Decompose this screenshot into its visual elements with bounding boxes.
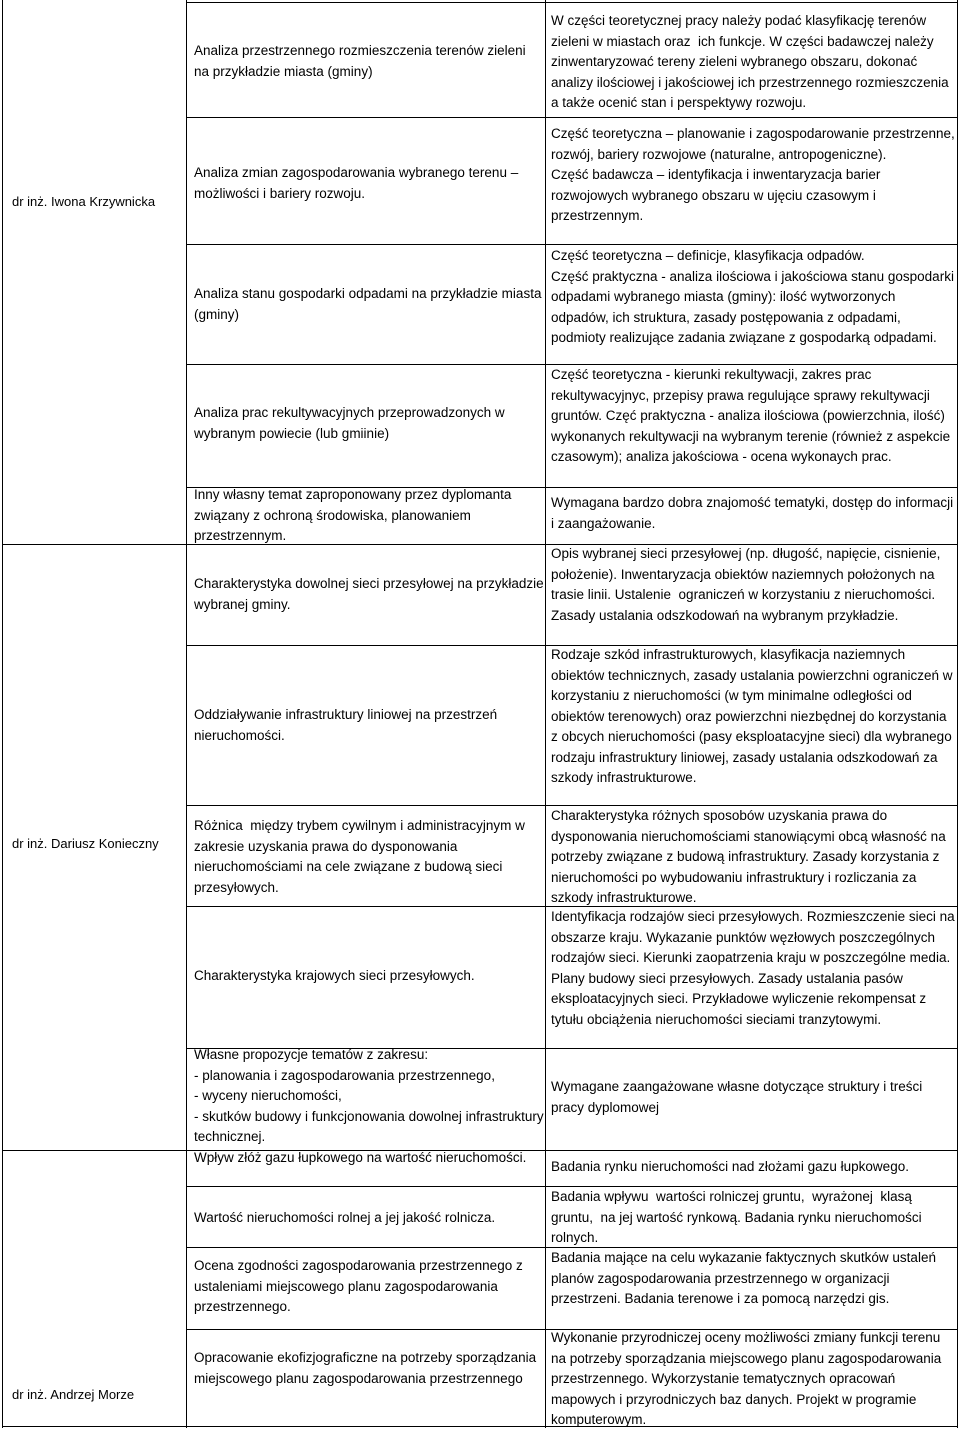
thesis-topic: Opracowanie ekofizjograficzne na potrzeby sporządzania miejscowego planu zagospodarowania przestrzennego [194,1350,540,1386]
supervisor-name: dr inż. Andrzej Morze [12,1387,135,1402]
thesis-description: Badania wpływu wartości rolniczej gruntu, wyrażonej klasą gruntu, na jej wartość rynkową. Badania rynku nieruchomości rolnych. [551,1189,926,1245]
thesis-topic: Analiza stanu gospodarki odpadami na przykładzie miasta (gminy) [194,286,546,322]
thesis-description: Rodzaje szkód infrastrukturowych, klasyfikacja naziemnych obiektów technicznych, zasady ustalania powierzchni ograniczeń w korzystaniu z nieruchomości (w tym minimalne odległości od obiektów terenowych) oraz powierzchni niezbędnej do korzystania z obcych nieruchomości (pasy eksploatacyjne sieci) dla wybranego rodzaju infrastruktury liniowej, zasady ustalania odszkodowań za szkody infrastrukturowe. [551,647,957,785]
thesis-topic: Analiza przestrzennego rozmieszczenia terenów zieleni na przykładzie miasta (gminy) [194,43,530,79]
thesis-topic: Oddziaływanie infrastruktury liniowej na przestrzeń nieruchomości. [194,707,501,743]
thesis-topic: Charakterystyka dowolnej sieci przesyłowej na przykładzie wybranej gminy. [194,576,552,612]
thesis-description: Część teoretyczna – planowanie i zagospodarowanie przestrzenne, rozwój, bariery rozwojowe (naturalne, antropogeniczne). Część badawcza – identyfikacja i inwentaryzacja barier rozwojowych wybranego obszaru w ujęciu czasowym i przestrzennym. [551,126,955,223]
supervisor-name: dr inż. Dariusz Konieczny [12,836,159,851]
thesis-topic: Ocena zgodności zagospodarowania przestrzennego z ustaleniami miejscowego planu zagospodarowania przestrzennego. [194,1258,527,1314]
thesis-description: Wymagana bardzo dobra znajomość tematyki, dostęp do informacji i zaangażowanie. [551,495,957,531]
thesis-topic: Własne propozycje tematów z zakresu: - planowania i zagospodarowania przestrzennego, - wyceny nieruchomości, - skutków budowy i funkcjonowania dowolnej infrastruktury technicznej. [194,1047,544,1144]
thesis-description: Identyfikacja rodzajów sieci przesyłowych. Rozmieszczenie sieci na obszarze kraju. Wykazanie punktów węzłowych poszczególnych rodzajów sieci. Kierunki zaopatrzenia kraju w poszczególne media. Plany budowy sieci przesyłowych. Zasady ustalania pasów eksploatacyjnych sieci. Przykładowe wyliczenie rekompensat z tytułu obciążenia nieruchomości sieciami tranzytowymi. [551,909,959,1027]
thesis-description: Część teoretyczna – definicje, klasyfikacja odpadów. Część praktyczna - analiza ilościowa i jakościowa stanu gospodarki odpadami wybranego miasta (gminy): ilość wytworzonych odpadów, ich struktura, zasady postępowania z odpadami, podmioty realizujące zadania związane z gospodarką odpadami. [551,248,954,345]
thesis-topic: Charakterystyka krajowych sieci przesyłowych. [194,968,475,983]
thesis-topic: Analiza zmian zagospodarowania wybranego terenu – możliwości i bariery rozwoju. [194,165,522,201]
thesis-description: Charakterystyka różnych sposobów uzyskania prawa do dysponowania nieruchomościami stanowiącymi obcą własność na potrzeby związane z budową infrastruktury. Zasady korzystania z nieruchomości po wybudowaniu infrastruktury i rozliczania za szkody infrastrukturowe. [551,808,950,905]
thesis-description: Część teoretyczna - kierunki rekultywacji, zakres prac rekultywacyjnyc, przepisy prawa regulujące sprawy rekultywacji gruntów. Częć praktyczna - analiza ilościowa (powierzchnia, ilość) wykonanych rekultywacji na wybranym terenie (również z aspekcie czasowym); analiza jakościowa - ocena wykonaych prac. [551,367,954,464]
thesis-description: Badania rynku nieruchomości nad złożami gazu łupkowego. [551,1159,909,1174]
thesis-description: W części teoretycznej pracy należy podać klasyfikację terenów zieleni w miastach oraz ich funkcje. W części badawczej należy zinwentaryzować tereny zieleni wybranego obszaru, dokonać analizy ilościowej i jakościowej ich przestrzennego rozmieszczenia a także ocenić stan i perspektywy rozwoju. [551,13,953,110]
thesis-topic: Wpływ złóż gazu łupkowego na wartość nieruchomości. [194,1150,527,1165]
thesis-description: Badania mające na celu wykazanie faktycznych skutków ustaleń planów zagospodarowania przestrzennego w organizacji przestrzeni. Badania terenowe i za pomocą narzędzi gis. [551,1250,940,1306]
thesis-description: Opis wybranej sieci przesyłowej (np. długość, napięcie, cisnienie, położenie). Inwentaryzacja obiektów naziemnych położonych na trasie linii. Ustalenie ograniczeń w korzystaniu z nieruchomości. Zasady ustalania odszkodowań na wybranym przykładzie. [551,546,945,623]
thesis-topic: Inny własny temat zaproponowany przez dyplomanta związany z ochroną środowiska, planowaniem przestrzennym. [194,487,516,543]
thesis-topic: Wartość nieruchomości rolnej a jej jakość rolnicza. [194,1210,496,1225]
thesis-topic: Różnica między trybem cywilnym i administracyjnym w zakresie uzyskania prawa do dysponowania nieruchomościami na cele związane z budową sieci przesyłowych. [194,818,529,895]
thesis-topic: Analiza prac rekultywacyjnych przeprowadzonych w wybranym powiecie (lub gmiinie) [194,405,509,441]
supervisor-name: dr inż. Iwona Krzywnicka [12,194,156,209]
thesis-description: Wymagane zaangażowane własne dotyczące struktury i treści pracy dyplomowej [551,1079,927,1115]
thesis-description: Wykonanie przyrodniczej oceny możliwości zmiany funkcji terenu na potrzeby sporządzania miejscowego planu zagospodarowania przestrzennego. Wykorzystanie tematycznych opracowań mapowych i przyrodniczych baz danych. Projekt w programie komputerowym. [551,1330,948,1427]
